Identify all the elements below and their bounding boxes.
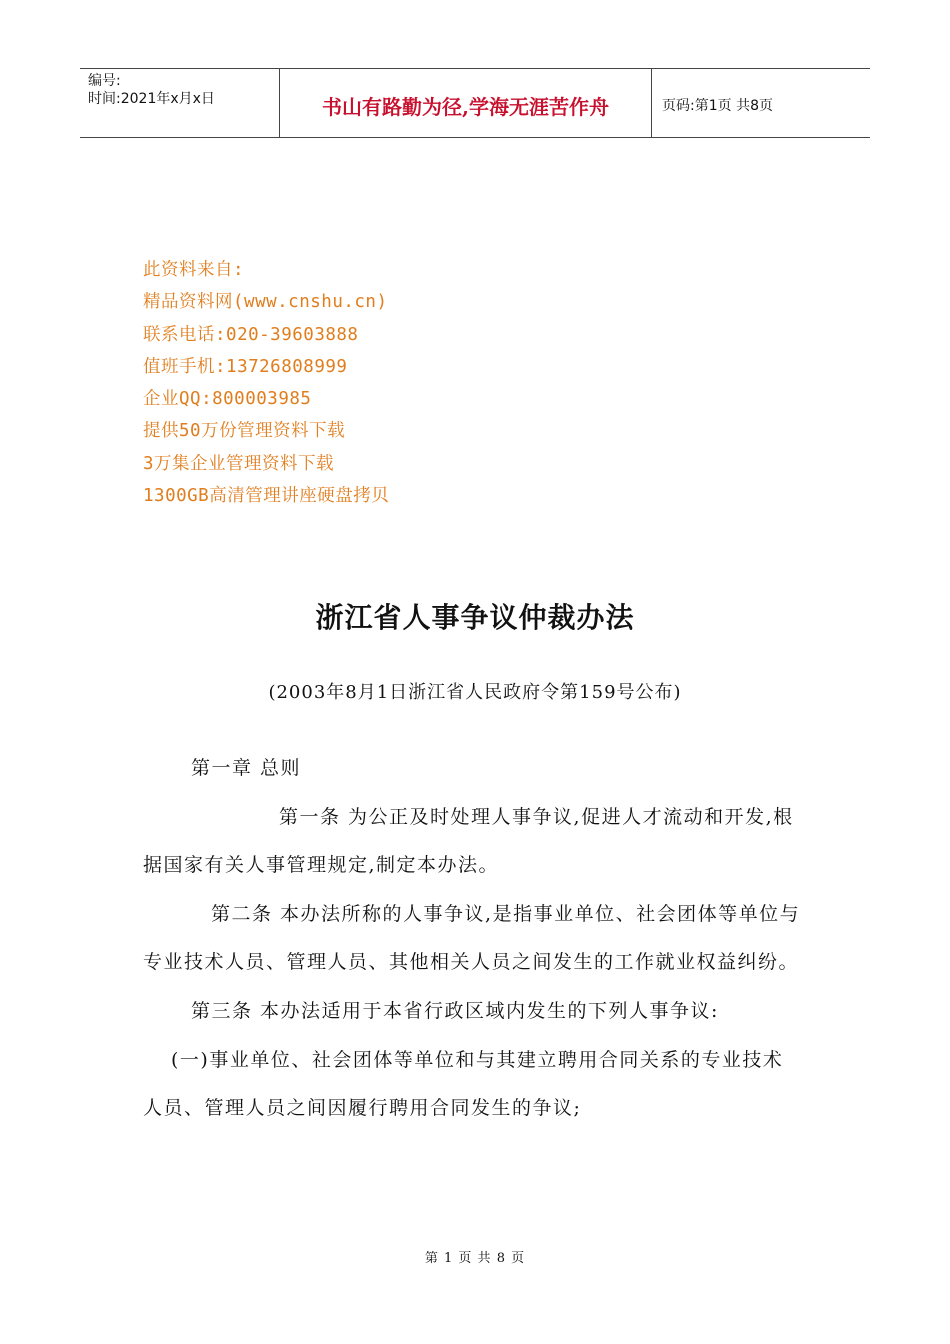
promo-line: 此资料来自:: [143, 260, 245, 280]
header-meta: [80, 69, 280, 137]
article-paragraph: [143, 1036, 803, 1133]
article-text: 第二条 本办法所称的人事争议,是指事业单位、社会团体等单位与专业技术人员、管理人员、其他相关人员之间发生的工作就业权益纠纷。: [143, 902, 801, 974]
article-paragraph: [143, 987, 803, 1036]
article-text: 第三条 本办法适用于本省行政区域内发生的下列人事争议:: [191, 999, 719, 1022]
page-header: [80, 68, 870, 138]
document-subtitle: (2003年8月1日浙江省人民政府令第159号公布): [268, 682, 682, 703]
header-motto: 书山有路勤为径,学海无涯苦作舟: [280, 69, 652, 137]
promo-block: [143, 254, 389, 512]
article-text: (一)事业单位、社会团体等单位和与其建立聘用合同关系的专业技术人员、管理人员之间因履行聘用合同发生的争议;: [143, 1048, 784, 1120]
chapter-heading: 第一章 总则: [191, 757, 302, 779]
promo-line: 值班手机:13726808999: [143, 356, 348, 377]
header-page-info: 页码:第1页 共8页: [662, 98, 773, 114]
promo-line: 精品资料网(www.cnshu.cn): [143, 292, 388, 313]
promo-line: 企业QQ:800003985: [143, 389, 312, 410]
document-body: [143, 744, 803, 1133]
promo-line: 1300GB高清管理讲座硬盘拷贝: [143, 486, 390, 507]
promo-line: 联系电话:020-39603888: [143, 324, 359, 345]
header-time: 时间:2021年x月x日: [88, 91, 215, 107]
page-footer: 第 1 页 共 8 页: [424, 1251, 526, 1266]
promo-line: 3万集企业管理资料下载: [143, 453, 335, 474]
article-paragraph: [143, 793, 803, 890]
header-number: 编号:: [88, 73, 121, 89]
promo-line: 提供50万份管理资料下载: [143, 421, 346, 442]
article-paragraph: [143, 890, 803, 987]
document-title: 浙江省人事争议仲裁办法: [315, 601, 635, 634]
article-text: 第一条 为公正及时处理人事争议,促进人才流动和开发,根据国家有关人事管理规定,制定本办法。: [143, 805, 794, 877]
